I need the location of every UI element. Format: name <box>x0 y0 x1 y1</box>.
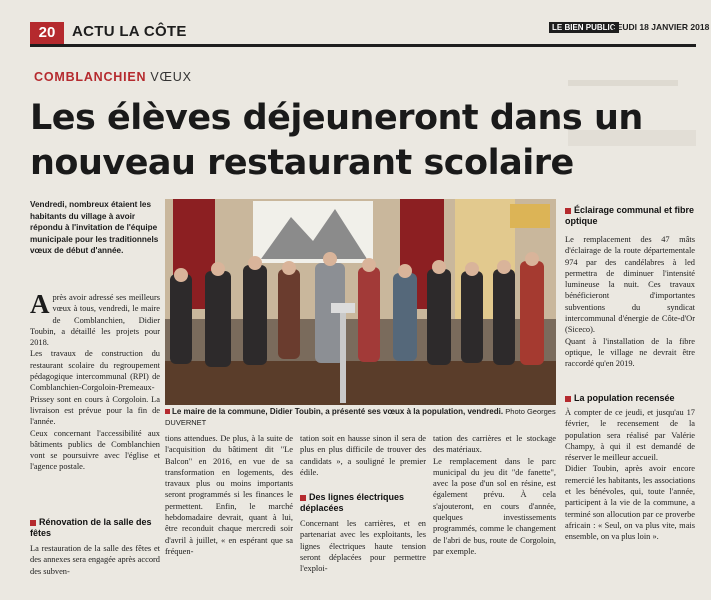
section-title: ACTU LA CÔTE <box>72 23 187 40</box>
column-1 <box>30 289 160 473</box>
subhead-renovation-text: Rénovation de la salle des fêtes <box>30 517 152 538</box>
col1-paragraph-1: près avoir adressé ses meilleurs vœux à tous, vendredi, le maire de Comblanchien, Didier Toubin, a détaillé les projets pour 2018. <box>30 293 160 348</box>
subhead-eclairage <box>565 205 695 227</box>
bullet-square-icon <box>565 208 571 214</box>
kicker-location: COMBLANCHIEN <box>34 70 147 84</box>
newspaper-name: LE BIEN PUBLIC <box>549 22 619 33</box>
bullet-square-icon <box>565 396 571 402</box>
col5-paragraph-1: Le remplacement des 47 mâts d'éclairage de la route départementale 974 par des candélabres à led permettra de diminuer l'intensité lumineuse la nuit. Ces travaux bénéficieront d'importantes subventions du syndicat intercommunal d'énergie de Côte-d'Or (Siceco). <box>565 235 695 335</box>
photo-credit: Photo Georges DUVERNET <box>165 407 556 427</box>
col5-paragraph-4: Didier Toubin, après avoir encore remercié les habitants, les associations et les bénévoles, qui, toute l'année, participent à la vie de la commune, a terminé son allocution par ce proverbe africain : « Seul, on va plus vite, mais ensemble, on va plus loin ». <box>565 464 695 542</box>
column-5-bottom <box>565 407 695 543</box>
column-5-top <box>565 234 695 370</box>
bullet-square-icon <box>30 520 36 526</box>
col1-paragraph-2: Les travaux de construction du restaurant scolaire du regroupement pédagogique intercommunal (RPI) de Comblanchien-Corgoloin-Premeaux-Prissey sont en cours à Corgoloin. La livraison est prévue pour la fin de l'année. <box>30 349 160 427</box>
article-headline: Les élèves déjeuneront dans un nouveau restaurant scolaire <box>30 98 643 183</box>
caption-square-icon <box>165 409 170 414</box>
col5-paragraph-3: À compter de ce jeudi, et jusqu'au 17 février, le recensement de la population sera réalisé par Valérie Champy, à qui il est demandé de réserver le meilleur accueil. <box>565 408 695 463</box>
column-3-bottom: Concernant les carrières, et en partenariat avec les exploitants, les lignes électriques haute tension seront déplacées pour permettre l'exploi- <box>300 519 426 574</box>
subhead-eclairage-text: Éclairage communal et fibre optique <box>565 205 695 226</box>
photo-caption <box>165 407 556 428</box>
column-3-top: tation soit en hausse sinon il sera de plus en plus difficile de trouver des candidats », a souligné le premier édile. <box>300 434 426 477</box>
subhead-lignes <box>300 492 426 514</box>
col4-paragraph-2: Le remplacement dans le parc municipal du jeu dit "de fanette", avec la pose d'un sol en résine, est également prévu. À cela s'ajouteront, en cours d'année, quelques investissements programmés, comme le changement de l'abri de bus, route de Corgoloin, par exemple. <box>433 456 556 556</box>
page-number: 20 <box>30 22 64 44</box>
subhead-lignes-text: Des lignes électriques déplacées <box>300 492 405 513</box>
caption-text: Le maire de la commune, Didier Toubin, a présenté ses vœux à la population, vendredi. <box>172 407 504 416</box>
subhead-population <box>565 393 695 404</box>
header-rule <box>30 44 696 47</box>
article-kicker <box>34 70 192 84</box>
dropcap: A <box>30 289 50 319</box>
subhead-renovation <box>30 517 160 539</box>
issue-date: JEUDI 18 JANVIER 2018 <box>612 22 710 32</box>
subhead-population-text: La population recensée <box>574 393 675 403</box>
photo-illustration <box>165 199 556 405</box>
article-intro: Vendredi, nombreux étaient les habitants du village à avoir répondu à l'invitation de l'équipe municipale pour les traditionnels vœux de début d'année. <box>30 200 159 255</box>
column-2: tions attendues. De plus, à la suite de l'acquisition du bâtiment dit "Le Balcon" en 2016, en vue de sa transformation en logements, des travaux plus ou moins importants seront programmés si les finances le permettent. Enfin, le marché hebdomadaire devrait, quant à lui, être reconduit chaque mercredi soir d'avril à juillet, « en espérant que sa fréquen- <box>165 434 293 556</box>
col1-paragraph-3: Ceux concernant l'accessibilité aux bâtiments publics de Comblanchien vont se poursuivre avec l'église et l'agence postale. <box>30 428 160 472</box>
col5-paragraph-2: Quant à l'installation de la fibre optique, le village ne devrait être raccordé qu'en 2019. <box>565 336 695 369</box>
kicker-topic: VŒUX <box>150 70 192 84</box>
col1-paragraph-4: La restauration de la salle des fêtes et des annexes sera engagée après accord des subven- <box>30 544 160 576</box>
column-4 <box>433 433 556 557</box>
article-photo <box>165 199 556 405</box>
bullet-square-icon <box>300 495 306 501</box>
col4-paragraph-1: tation des carrières et le stockage des matériaux. <box>433 434 556 455</box>
